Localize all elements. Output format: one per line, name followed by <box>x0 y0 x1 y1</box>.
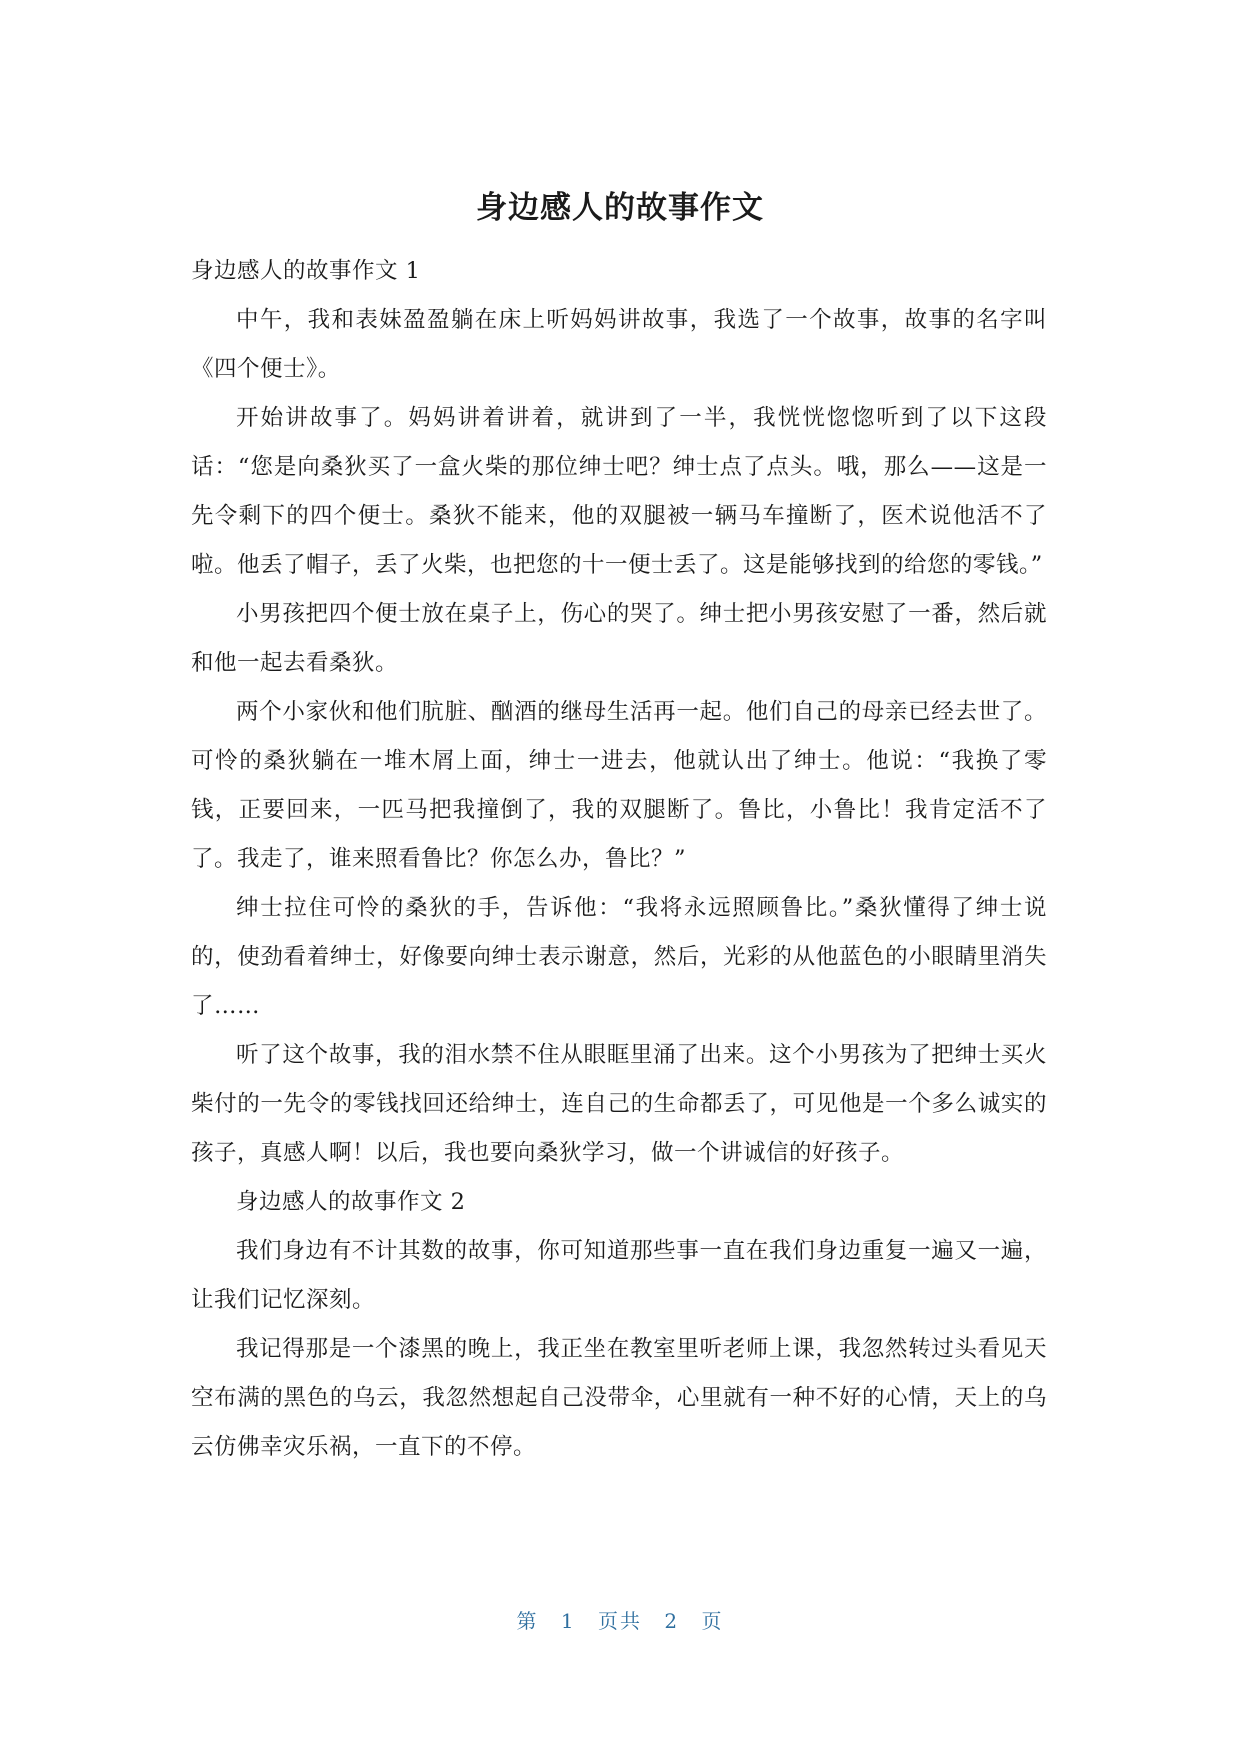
paragraph: 开始讲故事了。妈妈讲着讲着，就讲到了一半，我恍恍惚惚听到了以下这段话：“您是向桑狄买了一盒火柴的那位绅士吧？绅士点了点头。哦，那么——这是一先令剩下的四个便士。桑狄不能来，他的双腿被一辆马车撞断了，医术说他活不了啦。他丢了帽子，丢了火柴，也把您的十一便士丢了。这是能够找到的给您的零钱。” <box>191 405 1047 578</box>
paragraph: 绅士拉住可怜的桑狄的手，告诉他：“我将永远照顾鲁比。”桑狄懂得了绅士说的，使劲看着绅士，好像要向绅士表示谢意，然后，光彩的从他蓝色的小眼睛里消失了…… <box>191 895 1047 1019</box>
section-heading-2: 身边感人的故事作文 2 <box>236 1189 466 1215</box>
paragraph: 两个小家伙和他们肮脏、酗酒的继母生活再一起。他们自己的母亲已经去世了。可怜的桑狄躺在一堆木屑上面，绅士一进去，他就认出了绅士。他说：“我换了零钱，正要回来，一匹马把我撞倒了，我的双腿断了。鲁比，小鲁比！我肯定活不了了。我走了，谁来照看鲁比？你怎么办，鲁比？” <box>191 699 1047 872</box>
paragraph: 我记得那是一个漆黑的晚上，我正坐在教室里听老师上课，我忽然转过头看见天空布满的黑色的乌云，我忽然想起自己没带伞，心里就有一种不好的心情，天上的乌云仿佛幸灾乐祸，一直下的不停。 <box>191 1336 1047 1460</box>
paragraph: 我们身边有不计其数的故事，你可知道那些事一直在我们身边重复一遍又一遍，让我们记忆深刻。 <box>191 1238 1047 1313</box>
footer-middle: 页共 <box>598 1609 642 1633</box>
paragraph: 听了这个故事，我的泪水禁不住从眼眶里涌了出来。这个小男孩为了把绅士买火柴付的一先令的零钱找回还给绅士，连自己的生命都丢了，可见他是一个多么诚实的孩子，真感人啊！以后，我也要向桑狄学习，做一个讲诚信的好孩子。 <box>191 1042 1047 1166</box>
document-body <box>191 247 1047 1472</box>
footer-total-pages: 2 <box>664 1609 680 1633</box>
footer-suffix: 页 <box>701 1609 724 1633</box>
footer-prefix: 第 <box>516 1609 539 1633</box>
paragraph: 小男孩把四个便士放在桌子上，伤心的哭了。绅士把小男孩安慰了一番，然后就和他一起去看桑狄。 <box>191 601 1047 676</box>
document-title: 身边感人的故事作文 <box>476 190 764 226</box>
page-footer <box>0 1606 1240 1636</box>
section-heading-1: 身边感人的故事作文 1 <box>191 258 421 284</box>
paragraph: 中午，我和表妹盈盈躺在床上听妈妈讲故事，我选了一个故事，故事的名字叫《四个便士》。 <box>191 307 1047 382</box>
footer-current-page: 1 <box>560 1609 576 1633</box>
